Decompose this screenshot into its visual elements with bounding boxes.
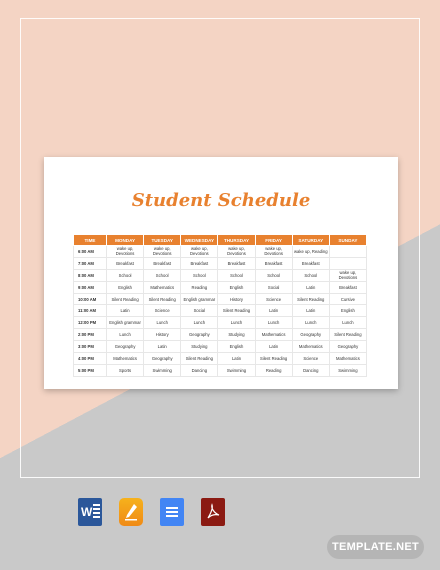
schedule-cell: Breakfast (329, 281, 366, 293)
word-icon-letter: W (81, 505, 93, 519)
schedule-cell: wake up, Devotions (107, 246, 144, 258)
schedule-cell (329, 257, 366, 269)
schedule-cell: wake up, Devotions (255, 246, 292, 258)
schedule-cell: English (218, 341, 255, 353)
schedule-cell: Lunch (255, 317, 292, 329)
table-row (74, 257, 367, 269)
schedule-cell: Latin (218, 353, 255, 365)
header-cell: WEDNESDAY (181, 235, 218, 246)
schedule-cell: Geography (329, 341, 366, 353)
schedule-cell: Reading (255, 364, 292, 376)
table-row (74, 341, 367, 353)
schedule-cell: Cursive (329, 293, 366, 305)
schedule-cell: Studying (218, 329, 255, 341)
schedule-cell: Reading (181, 281, 218, 293)
schedule-cell: Breakfast (292, 257, 329, 269)
schedule-cell: Silent Reading (107, 293, 144, 305)
header-cell: TUESDAY (144, 235, 181, 246)
pdf-icon[interactable] (201, 498, 225, 526)
header-cell: THURSDAY (218, 235, 255, 246)
schedule-cell: Breakfast (144, 257, 181, 269)
schedule-cell: School (144, 269, 181, 281)
schedule-cell: History (218, 293, 255, 305)
schedule-cell: Lunch (292, 317, 329, 329)
time-cell: 5:00 PM (74, 364, 107, 376)
table-header-row (74, 235, 367, 246)
schedule-cell: Silent Reading (329, 329, 366, 341)
schedule-cell: Silent Reading (181, 353, 218, 365)
time-cell: 11:00 AM (74, 305, 107, 317)
header-cell: SATURDAY (292, 235, 329, 246)
schedule-cell: Dancing (181, 364, 218, 376)
schedule-cell: Mathematics (329, 353, 366, 365)
schedule-cell: Lunch (218, 317, 255, 329)
table-row (74, 293, 367, 305)
pages-icon[interactable] (119, 498, 143, 526)
time-cell: 6:00 AM (74, 246, 107, 258)
schedule-cell: Geography (144, 353, 181, 365)
document-title: Student Schedule (131, 190, 311, 211)
schedule-cell: Social (181, 305, 218, 317)
table-row (74, 364, 367, 376)
schedule-cell: Latin (292, 305, 329, 317)
schedule-cell: School (218, 269, 255, 281)
time-cell: 9:00 AM (74, 281, 107, 293)
schedule-cell: Social (255, 281, 292, 293)
schedule-cell: English (107, 281, 144, 293)
template-net-badge[interactable]: TEMPLATE.NET (327, 535, 424, 559)
schedule-cell: Latin (255, 341, 292, 353)
schedule-cell: Breakfast (218, 257, 255, 269)
schedule-cell: Mathematics (144, 281, 181, 293)
schedule-cell (329, 246, 366, 258)
schedule-cell: Breakfast (255, 257, 292, 269)
time-cell: 2:00 PM (74, 329, 107, 341)
schedule-cell: Geography (181, 329, 218, 341)
word-icon[interactable] (78, 498, 102, 526)
schedule-cell: Science (255, 293, 292, 305)
schedule-cell: wake up, Devotions (181, 246, 218, 258)
header-cell: SUNDAY (329, 235, 366, 246)
schedule-cell: Latin (292, 281, 329, 293)
schedule-cell: wake up, Devotions (329, 269, 366, 281)
table-row (74, 246, 367, 258)
schedule-cell: English (329, 305, 366, 317)
time-cell: 12:00 PM (74, 317, 107, 329)
table-row (74, 317, 367, 329)
schedule-cell: Dancing (292, 364, 329, 376)
schedule-cell: wake up, Devotions (218, 246, 255, 258)
table-row (74, 305, 367, 317)
schedule-cell: Mathematics (292, 341, 329, 353)
time-cell: 3:00 PM (74, 341, 107, 353)
schedule-cell: Swimming (144, 364, 181, 376)
schedule-cell: Lunch (144, 317, 181, 329)
header-cell: TIME (74, 235, 107, 246)
header-cell: MONDAY (107, 235, 144, 246)
table-row (74, 269, 367, 281)
schedule-cell: Latin (107, 305, 144, 317)
schedule-cell: Latin (144, 341, 181, 353)
table-body (74, 246, 367, 377)
schedule-cell: Sports (107, 364, 144, 376)
time-cell: 4:00 PM (74, 353, 107, 365)
google-docs-icon[interactable] (160, 498, 184, 526)
schedule-cell: Silent Reading (255, 353, 292, 365)
schedule-cell: wake up, Devotions (144, 246, 181, 258)
schedule-cell: English grammar (107, 317, 144, 329)
schedule-cell: wake up, Reading (292, 246, 329, 258)
schedule-cell: Mathematics (107, 353, 144, 365)
schedule-cell: Lunch (181, 317, 218, 329)
schedule-cell: Silent Reading (144, 293, 181, 305)
schedule-cell: School (107, 269, 144, 281)
schedule-cell: English (218, 281, 255, 293)
header-cell: FRIDAY (255, 235, 292, 246)
schedule-cell: English grammar (181, 293, 218, 305)
schedule-cell: Geography (292, 329, 329, 341)
format-icons (78, 498, 242, 526)
schedule-cell: Silent Reading (218, 305, 255, 317)
table-row (74, 329, 367, 341)
schedule-cell: Swimming (218, 364, 255, 376)
document-preview (44, 157, 398, 389)
schedule-cell: Geography (107, 341, 144, 353)
schedule-cell: Lunch (107, 329, 144, 341)
schedule-cell: History (144, 329, 181, 341)
schedule-cell: Mathematics (255, 329, 292, 341)
schedule-cell: Latin (255, 305, 292, 317)
schedule-cell: School (292, 269, 329, 281)
schedule-cell: Swimming (329, 364, 366, 376)
table-row (74, 281, 367, 293)
schedule-cell: Silent Reading (292, 293, 329, 305)
time-cell: 7:00 AM (74, 257, 107, 269)
schedule-cell: Breakfast (107, 257, 144, 269)
time-cell: 10:00 AM (74, 293, 107, 305)
time-cell: 8:00 AM (74, 269, 107, 281)
table-row (74, 353, 367, 365)
schedule-cell: School (255, 269, 292, 281)
schedule-cell: Science (144, 305, 181, 317)
schedule-cell: Science (292, 353, 329, 365)
schedule-cell: School (181, 269, 218, 281)
schedule-cell: Studying (181, 341, 218, 353)
schedule-table (73, 234, 367, 377)
schedule-cell: Breakfast (181, 257, 218, 269)
schedule-cell: Lunch (329, 317, 366, 329)
